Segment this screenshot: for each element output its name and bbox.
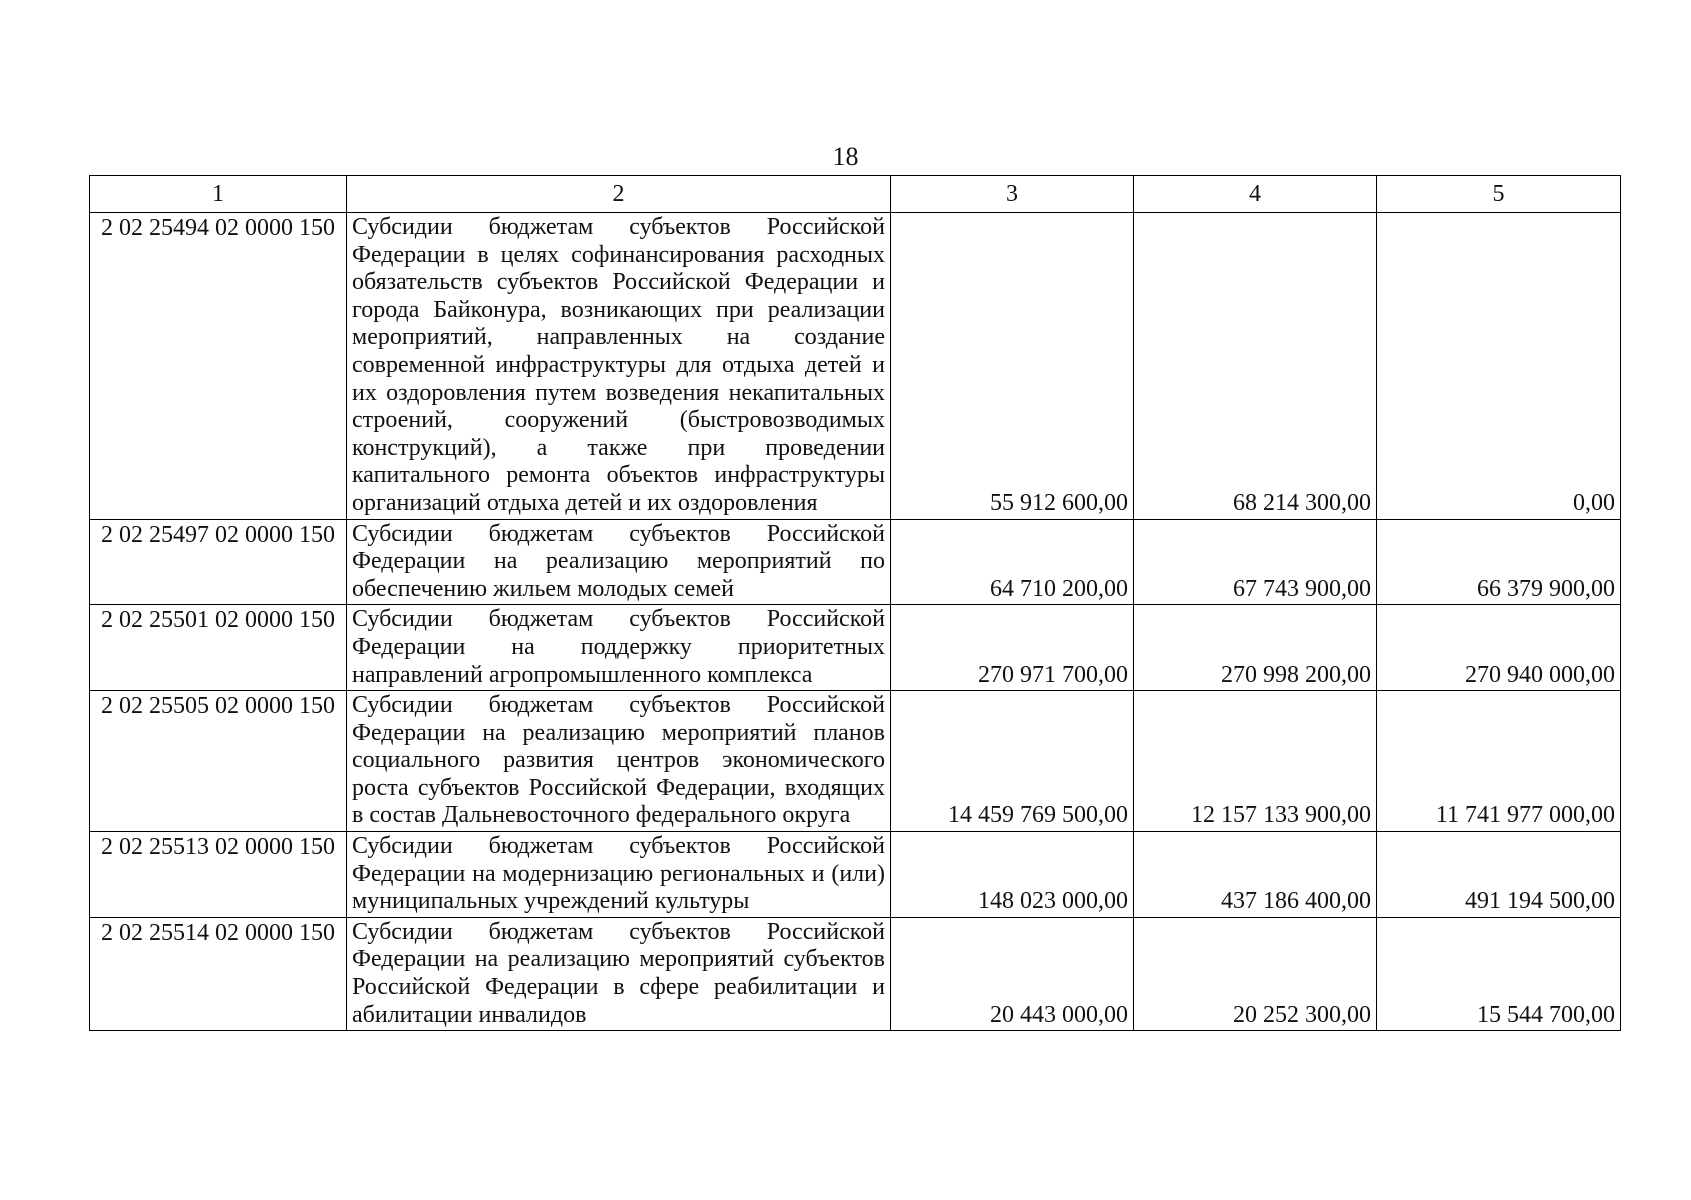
budget-code: 2 02 25494 02 0000 150	[90, 213, 347, 520]
amount-col5: 491 194 500,00	[1377, 832, 1621, 918]
header-row	[90, 176, 1621, 213]
row-description: Субсидии бюджетам субъектов Российской Федерации на реализацию мероприятий по обеспечению жильем молодых семей	[347, 519, 891, 605]
table-row	[90, 605, 1621, 691]
table-row	[90, 213, 1621, 520]
amount-col3: 14 459 769 500,00	[891, 691, 1134, 832]
amount-col4: 270 998 200,00	[1134, 605, 1377, 691]
column-header-5: 5	[1377, 176, 1621, 213]
amount-col4: 68 214 300,00	[1134, 213, 1377, 520]
row-description: Субсидии бюджетам субъектов Российской Федерации на реализацию мероприятий субъектов Российской Федерации в сфере реабилитации и абилитации инвалидов	[347, 917, 891, 1030]
budget-code: 2 02 25501 02 0000 150	[90, 605, 347, 691]
amount-col4: 12 157 133 900,00	[1134, 691, 1377, 832]
amount-col5: 270 940 000,00	[1377, 605, 1621, 691]
amount-col4: 67 743 900,00	[1134, 519, 1377, 605]
amount-col5: 11 741 977 000,00	[1377, 691, 1621, 832]
budget-code: 2 02 25513 02 0000 150	[90, 832, 347, 918]
row-description: Субсидии бюджетам субъектов Российской Федерации в целях софинансирования расходных обязательств субъектов Российской Федерации и города Байконура, возникающих при реализации мероприятий, направленных на создание современной инфраструктуры для отдыха детей и их оздоровления путем возведения некапитальных строений, сооружений (быстровозводимых конструкций), а также при проведении капитального ремонта объектов инфраструктуры организаций отдыха детей и их оздоровления	[347, 213, 891, 520]
amount-col4: 20 252 300,00	[1134, 917, 1377, 1030]
column-header-2: 2	[347, 176, 891, 213]
table-row	[90, 917, 1621, 1030]
row-description: Субсидии бюджетам субъектов Российской Федерации на модернизацию региональных и (или) муниципальных учреждений культуры	[347, 832, 891, 918]
row-description: Субсидии бюджетам субъектов Российской Федерации на реализацию мероприятий планов социального развития центров экономического роста субъектов Российской Федерации, входящих в состав Дальневосточного федерального округа	[347, 691, 891, 832]
column-header-4: 4	[1134, 176, 1377, 213]
amount-col4: 437 186 400,00	[1134, 832, 1377, 918]
column-header-3: 3	[891, 176, 1134, 213]
amount-col3: 270 971 700,00	[891, 605, 1134, 691]
amount-col5: 0,00	[1377, 213, 1621, 520]
budget-code: 2 02 25514 02 0000 150	[90, 917, 347, 1030]
amount-col5: 15 544 700,00	[1377, 917, 1621, 1030]
table-row	[90, 832, 1621, 918]
page-number: 18	[832, 142, 859, 171]
amount-col5: 66 379 900,00	[1377, 519, 1621, 605]
table-row	[90, 519, 1621, 605]
amount-col3: 55 912 600,00	[891, 213, 1134, 520]
amount-col3: 64 710 200,00	[891, 519, 1134, 605]
budget-table	[89, 175, 1621, 1031]
row-description: Субсидии бюджетам субъектов Российской Федерации на поддержку приоритетных направлений агропромышленного комплекса	[347, 605, 891, 691]
column-header-1: 1	[90, 176, 347, 213]
budget-code: 2 02 25505 02 0000 150	[90, 691, 347, 832]
table-row	[90, 691, 1621, 832]
amount-col3: 20 443 000,00	[891, 917, 1134, 1030]
budget-code: 2 02 25497 02 0000 150	[90, 519, 347, 605]
amount-col3: 148 023 000,00	[891, 832, 1134, 918]
